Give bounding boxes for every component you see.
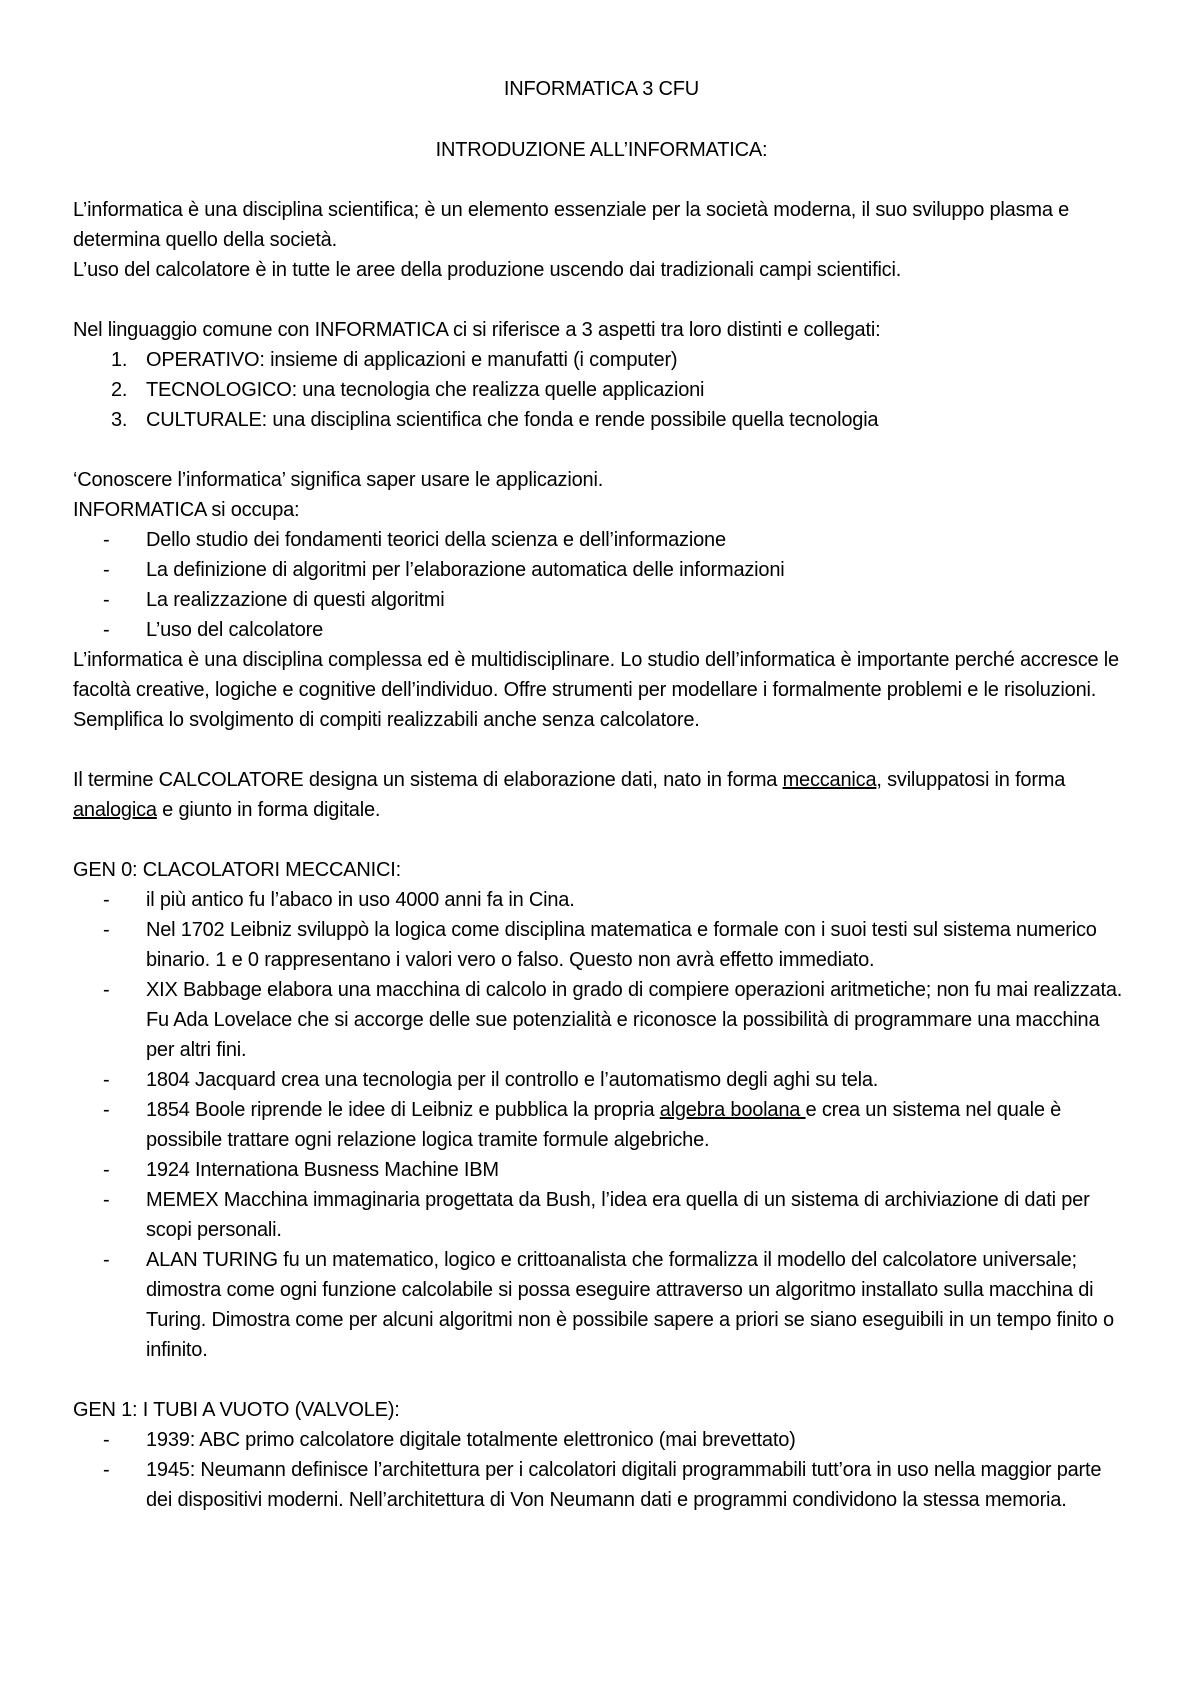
bullet-dash: -: [103, 589, 110, 611]
spacer: [73, 435, 1130, 465]
bullet-dash: -: [103, 1249, 110, 1271]
spacer: [73, 165, 1130, 195]
topics-list: [73, 525, 1130, 645]
bullet-dash: -: [103, 1159, 110, 1181]
list-item: [73, 585, 1130, 615]
list-item-text: Dello studio dei fondamenti teorici della scienza e dell’informazione: [146, 529, 726, 551]
gen0-heading: GEN 0: CLACOLATORI MECCANICI:: [73, 859, 401, 881]
calcolatore-text-1: Il termine CALCOLATORE designa un sistema di elaborazione dati, nato in forma: [73, 769, 783, 791]
underlined-meccanica: meccanica: [782, 769, 877, 791]
bullet-dash: -: [103, 1069, 110, 1091]
aspects-lead: Nel linguaggio comune con INFORMATICA ci si riferisce a 3 aspetti tra loro distinti e collegati:: [73, 319, 881, 341]
spacer: [73, 1365, 1130, 1395]
list-item-text: 1924 Internationa Busness Machine IBM: [146, 1159, 499, 1181]
list-item-text: CULTURALE: una disciplina scientifica che fonda e rende possibile quella tecnologia: [146, 409, 879, 431]
list-item: [73, 555, 1130, 585]
bullet-dash: -: [103, 529, 110, 551]
list-item: [73, 1065, 1130, 1095]
list-item: [73, 1155, 1130, 1185]
list-item-text: Nel 1702 Leibniz sviluppò la logica come disciplina matematica e formale con i suoi testi sul sistema numerico binario. 1 e 0 rappresentano i valori vero o falso. Questo non avrà effetto immediato.: [146, 919, 1097, 971]
list-item-text: L’uso del calcolatore: [146, 619, 324, 641]
bullet-dash: -: [103, 1189, 110, 1211]
list-number: 2.: [111, 379, 128, 401]
list-item: [73, 1425, 1130, 1455]
bullet-dash: -: [103, 559, 110, 581]
bullet-dash: -: [103, 979, 110, 1001]
list-item: [73, 405, 1130, 435]
boole-text-2: e crea un sistema nel quale è possibile trattare ogni relazione logica tramite formule algebriche.: [146, 1099, 1062, 1151]
list-item-text: 1939: ABC primo calcolatore digitale totalmente elettronico (mai brevettato): [146, 1429, 796, 1451]
list-item-text: 1945: Neumann definisce l’architettura per i calcolatori digitali programmabili tutt’ora in uso nella maggior parte dei dispositivi moderni. Nell’architettura di Von Neumann dati e programmi condividono la stessa memoria.: [146, 1459, 1102, 1511]
bullet-dash: -: [103, 1459, 110, 1481]
spacer: [73, 285, 1130, 315]
list-item-text: OPERATIVO: insieme di applicazioni e manufatti (i computer): [146, 349, 678, 371]
bullet-dash: -: [103, 1099, 110, 1121]
list-item-text: MEMEX Macchina immaginaria progettata da Bush, l’idea era quella di un sistema di archiviazione di dati per scopi personali.: [146, 1189, 1090, 1241]
calcolatore-paragraph: [73, 765, 1130, 825]
spacer: [73, 825, 1130, 855]
gen1-list: [73, 1425, 1130, 1515]
bullet-dash: -: [103, 1429, 110, 1451]
list-item-text: La realizzazione di questi algoritmi: [146, 589, 445, 611]
underlined-algebra-boolana: algebra boolana: [659, 1099, 806, 1121]
bullet-dash: -: [103, 889, 110, 911]
calcolatore-text-3: e giunto in forma digitale.: [156, 799, 381, 821]
spacer: [73, 735, 1130, 765]
list-item: [73, 615, 1130, 645]
intro-paragraph-1: L’informatica è una disciplina scientifica; è un elemento essenziale per la società moderna, il suo sviluppo plasma e determina quello della società.: [73, 199, 1070, 251]
list-item: [73, 885, 1130, 915]
aspects-list: [73, 345, 1130, 435]
document-title: INFORMATICA 3 CFU: [503, 78, 700, 100]
knowing-line-1: ‘Conoscere l’informatica’ significa saper usare le applicazioni.: [73, 469, 604, 491]
list-item-text: [146, 1099, 1061, 1151]
list-item: [73, 1245, 1130, 1365]
list-item-text: il più antico fu l’abaco in uso 4000 anni fa in Cina.: [146, 889, 575, 911]
list-item-text: ALAN TURING fu un matematico, logico e crittoanalista che formalizza il modello del calcolatore universale; dimostra come ogni funzione calcolabile si possa eseguire attraverso un algoritmo installato sulla macchina di Turing. Dimostra come per alcuni algoritmi non è possibile sapere a priori se siano eseguibili in un tempo finito o infinito.: [146, 1249, 1114, 1361]
intro-paragraph-2: L’uso del calcolatore è in tutte le aree della produzione uscendo dai tradizionali campi scientifici.: [73, 259, 902, 281]
calcolatore-text-2: , sviluppatosi in forma: [876, 769, 1066, 791]
gen0-list: [73, 885, 1130, 1365]
gen1-heading: GEN 1: I TUBI A VUOTO (VALVOLE):: [73, 1399, 400, 1421]
bullet-dash: -: [103, 619, 110, 641]
list-item: [73, 525, 1130, 555]
list-item: [73, 915, 1130, 975]
list-item-text: 1804 Jacquard crea una tecnologia per il controllo e l’automatismo degli aghi su tela.: [146, 1069, 879, 1091]
list-item: [73, 1455, 1130, 1515]
list-item-text: TECNOLOGICO: una tecnologia che realizza quelle applicazioni: [146, 379, 705, 401]
list-item: [73, 375, 1130, 405]
list-item-text: La definizione di algoritmi per l’elaborazione automatica delle informazioni: [146, 559, 785, 581]
list-item: [73, 345, 1130, 375]
bullet-dash: -: [103, 919, 110, 941]
list-number: 3.: [111, 409, 128, 431]
multidisciplinary-paragraph: L’informatica è una disciplina complessa ed è multidisciplinare. Lo studio dell’informatica è importante perché accresce le facoltà creative, logiche e cognitive dell’individuo. Offre strumenti per modellare i formalmente problemi e le risoluzioni. Semplifica lo svolgimento di compiti realizzabili anche senza calcolatore.: [73, 649, 1119, 731]
list-item: [73, 975, 1130, 1065]
list-item: [73, 1095, 1130, 1155]
boole-text-1: 1854 Boole riprende le idee di Leibniz e pubblica la propria: [146, 1099, 660, 1121]
knowing-line-2: INFORMATICA si occupa:: [73, 499, 300, 521]
list-number: 1.: [111, 349, 128, 371]
underlined-analogica: analogica: [73, 799, 157, 821]
section-title: INTRODUZIONE ALL’INFORMATICA:: [435, 139, 768, 161]
list-item: [73, 1185, 1130, 1245]
list-item-text: XIX Babbage elabora una macchina di calcolo in grado di compiere operazioni aritmetiche; non fu mai realizzata. Fu Ada Lovelace che si accorge delle sue potenzialità e riconosce la possibilità di programmare una macchina per altri fini.: [146, 979, 1123, 1061]
